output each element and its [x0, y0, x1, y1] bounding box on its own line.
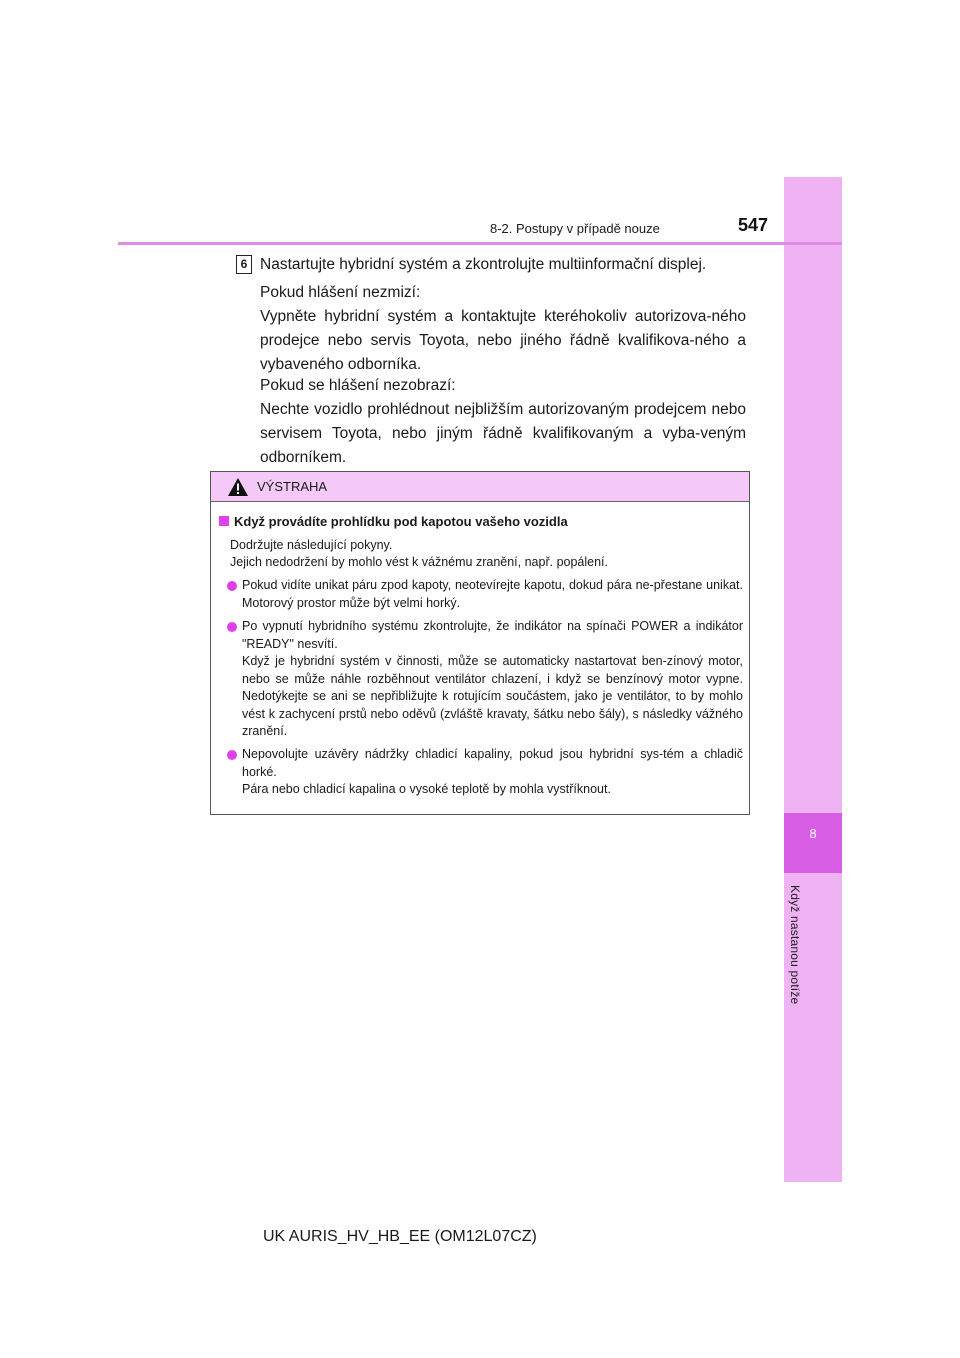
page-number: 547 [738, 215, 769, 235]
warning-header [211, 472, 749, 502]
round-bullet-icon [227, 622, 237, 632]
chapter-title [788, 885, 838, 1035]
warning-box [210, 471, 750, 815]
paragraph-text: Pokud se hlášení nezobrazí: Nechte vozidlo prohlédnout nejbližším autorizovaným prodejcem nebo servisem Toyota, nebo jiným řádně kvalifikovaným a vyba-veným odborníkem. [260, 377, 746, 466]
paragraph-message-not-shown [260, 374, 746, 470]
warning-label: VÝSTRAHA [257, 479, 328, 494]
paragraph-message-persists [260, 281, 746, 377]
section-title: 8-2. Postupy v případě nouze [490, 221, 660, 236]
warning-bullet-text: Pokud vidíte unikat páru zpod kapoty, neotevírejte kapotu, dokud pára ne-přestane unikat. Motorový prostor může být velmi horký. [242, 578, 743, 610]
header-rule [118, 242, 842, 245]
warning-intro: Dodržujte následující pokyny. Jejich nedodržení by mohlo vést k vážnému zranění, např. popálení. [230, 538, 608, 569]
warning-triangle-icon [227, 477, 249, 497]
chapter-number-tab [784, 813, 842, 873]
warning-heading [219, 514, 568, 529]
step-number: 6 [236, 255, 252, 274]
step-text: Nastartujte hybridní systém a zkontrolujte multiinformační displej. [260, 256, 707, 273]
paragraph-text: Pokud hlášení nezmizí: Vypněte hybridní systém a kontaktujte kteréhokoliv autorizova-ného prodejce nebo servis Toyota, nebo jiného řádně kvalifikova-ného a vybaveného odborníka. [260, 284, 746, 373]
warning-bullet-text: Po vypnutí hybridního systému zkontrolujte, že indikátor na spínači POWER a indikátor "READY" nesvítí. Když je hybridní systém v činnosti, může se automaticky nastartovat ben-zínový motor, nebo se může náhle rozběhnout ventilátor chlazení, i když se benzínový motor vypne. Nedotýkejte se ani se nepřibližujte k rotujícím součástem, jako je ventilátor, to by mohlo vést k zachycení prstů nebo oděvů (zvláště kravaty, šátku nebo šály), s následky vážného zranění. [242, 619, 743, 738]
chapter-number: 8 [809, 826, 817, 841]
warning-bullet [227, 577, 743, 612]
warning-heading-text: Když provádíte prohlídku pod kapotou vašeho vozidla [234, 514, 568, 529]
round-bullet-icon [227, 750, 237, 760]
warning-bullet [227, 746, 743, 799]
warning-bullet-text: Nepovolujte uzávěry nádržky chladicí kapaliny, pokud jsou hybridní sys-tém a chladič horké. Pára nebo chladicí kapalina o vysoké teplotě by mohla vystříknout. [242, 747, 743, 796]
warning-bullet [227, 618, 743, 741]
document-footer: UK AURIS_HV_HB_EE (OM12L07CZ) [263, 1228, 537, 1245]
round-bullet-icon [227, 581, 237, 591]
chapter-title-text: Když nastanou potíže [788, 885, 802, 1005]
square-bullet-icon [219, 516, 229, 526]
